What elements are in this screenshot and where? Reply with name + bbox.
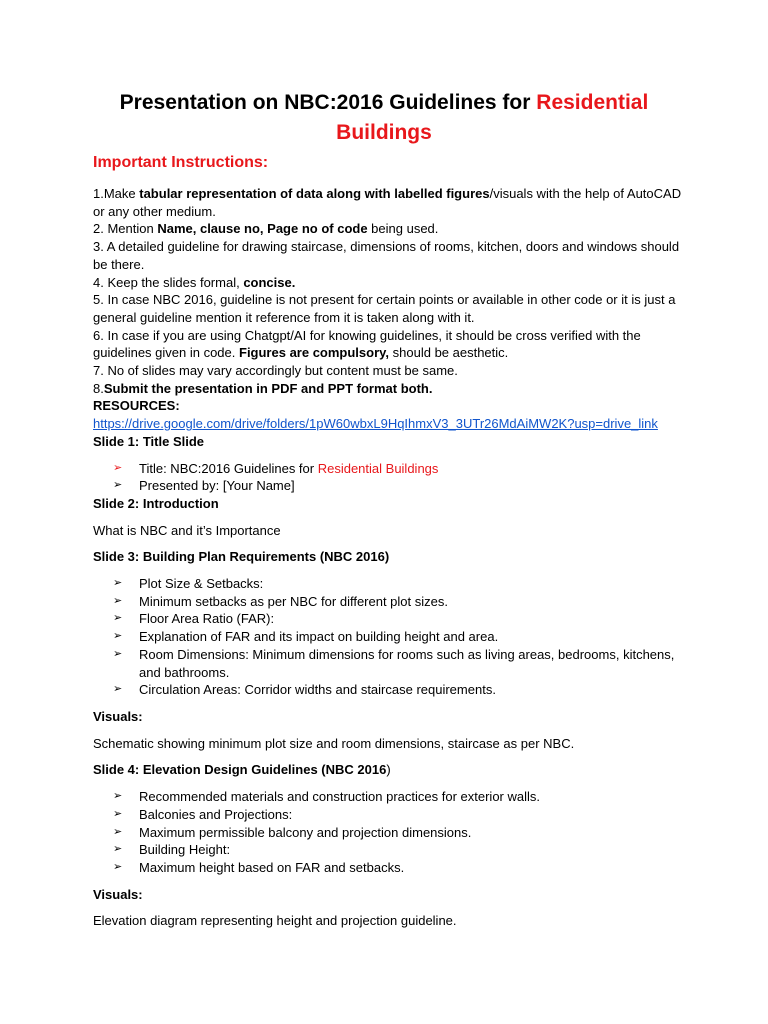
slide2-text: What is NBC and it’s Importance (93, 522, 281, 538)
list-item: ➢ Maximum permissible balcony and projection dimensions. (113, 824, 693, 842)
list-item: ➢ Building Height: (113, 841, 693, 859)
instruction-6: 6. In case if you are using Chatgpt/AI for knowing guidelines, it should be cross verified with the guidelines given in code. Figures are compulsory, should be aesthetic. (93, 327, 641, 361)
slide3-bullets (93, 575, 693, 699)
list-item: ➢ Plot Size & Setbacks: (113, 575, 693, 593)
instruction-1: 1.Make tabular representation of data along with labelled figures/visuals with the help of AutoCAD or any other medium. (93, 186, 682, 219)
list-item: ➢ Circulation Areas: Corridor widths and staircase requirements. (113, 681, 693, 699)
list-item: ➢ Maximum height based on FAR and setbacks. (113, 859, 693, 877)
slide2-heading: Slide 2: Introduction (93, 495, 219, 511)
important-heading: Important Instructions: (93, 154, 269, 171)
list-item: ➢ Recommended materials and construction practices for exterior walls. (113, 788, 693, 806)
list-item: ➢ Explanation of FAR and its impact on building height and area. (113, 628, 693, 646)
slide4-bullets (93, 788, 693, 877)
instruction-5: 5. In case NBC 2016, guideline is not present for certain points or available in other code or it is just a general guideline mention it reference from it is taken along with it. (93, 292, 676, 325)
list-item: ➢ Floor Area Ratio (FAR): (113, 610, 693, 628)
instruction-8: 8.Submit the presentation in PDF and PPT format both. (93, 380, 433, 396)
title-highlight: Residential (536, 91, 649, 114)
title-highlight-line2: Buildings (336, 121, 432, 144)
list-item: ➢ Presented by: [Your Name] (113, 477, 693, 495)
instruction-3: 3. A detailed guideline for drawing staircase, dimensions of rooms, kitchen, doors and windows should be there. (93, 239, 680, 272)
resources-link-line (93, 415, 693, 433)
slide4-visuals-label: Visuals: (93, 886, 143, 902)
slide3-visuals-label: Visuals: (93, 708, 143, 724)
instruction-2: 2. Mention Name, clause no, Page no of code being used. (93, 221, 439, 237)
slide3-visuals-text: Schematic showing minimum plot size and room dimensions, staircase as per NBC. (93, 735, 575, 751)
resources-link[interactable]: https://drive.google.com/drive/folders/1pW60wbxL9HqIhmxV3_3UTr26MdAiMW2K?usp=drive_link (93, 416, 658, 432)
document-body (93, 185, 693, 930)
instruction-4: 4. Keep the slides formal, concise. (93, 274, 296, 290)
instruction-7: 7. No of slides may vary accordingly but content must be same. (93, 363, 458, 379)
slide1-heading: Slide 1: Title Slide (93, 433, 205, 449)
list-item: ➢ Room Dimensions: Minimum dimensions for rooms such as living areas, bedrooms, kitchens, and bathrooms. (113, 646, 693, 681)
slide4-heading: Slide 4: Elevation Design Guidelines (NBC 2016) (93, 762, 391, 778)
document-title (0, 88, 768, 148)
resources-label: RESOURCES: (93, 398, 180, 414)
list-item: ➢ Title: NBC:2016 Guidelines for Residential Buildings (113, 460, 693, 478)
title-text: Presentation on NBC:2016 Guidelines for (119, 91, 531, 114)
slide3-heading: Slide 3: Building Plan Requirements (NBC 2016) (93, 549, 390, 565)
list-item: ➢ Minimum setbacks as per NBC for different plot sizes. (113, 593, 693, 611)
slide1-bullets (93, 460, 693, 495)
slide4-visuals-text: Elevation diagram representing height and projection guideline. (93, 913, 457, 929)
list-item: ➢ Balconies and Projections: (113, 806, 693, 824)
